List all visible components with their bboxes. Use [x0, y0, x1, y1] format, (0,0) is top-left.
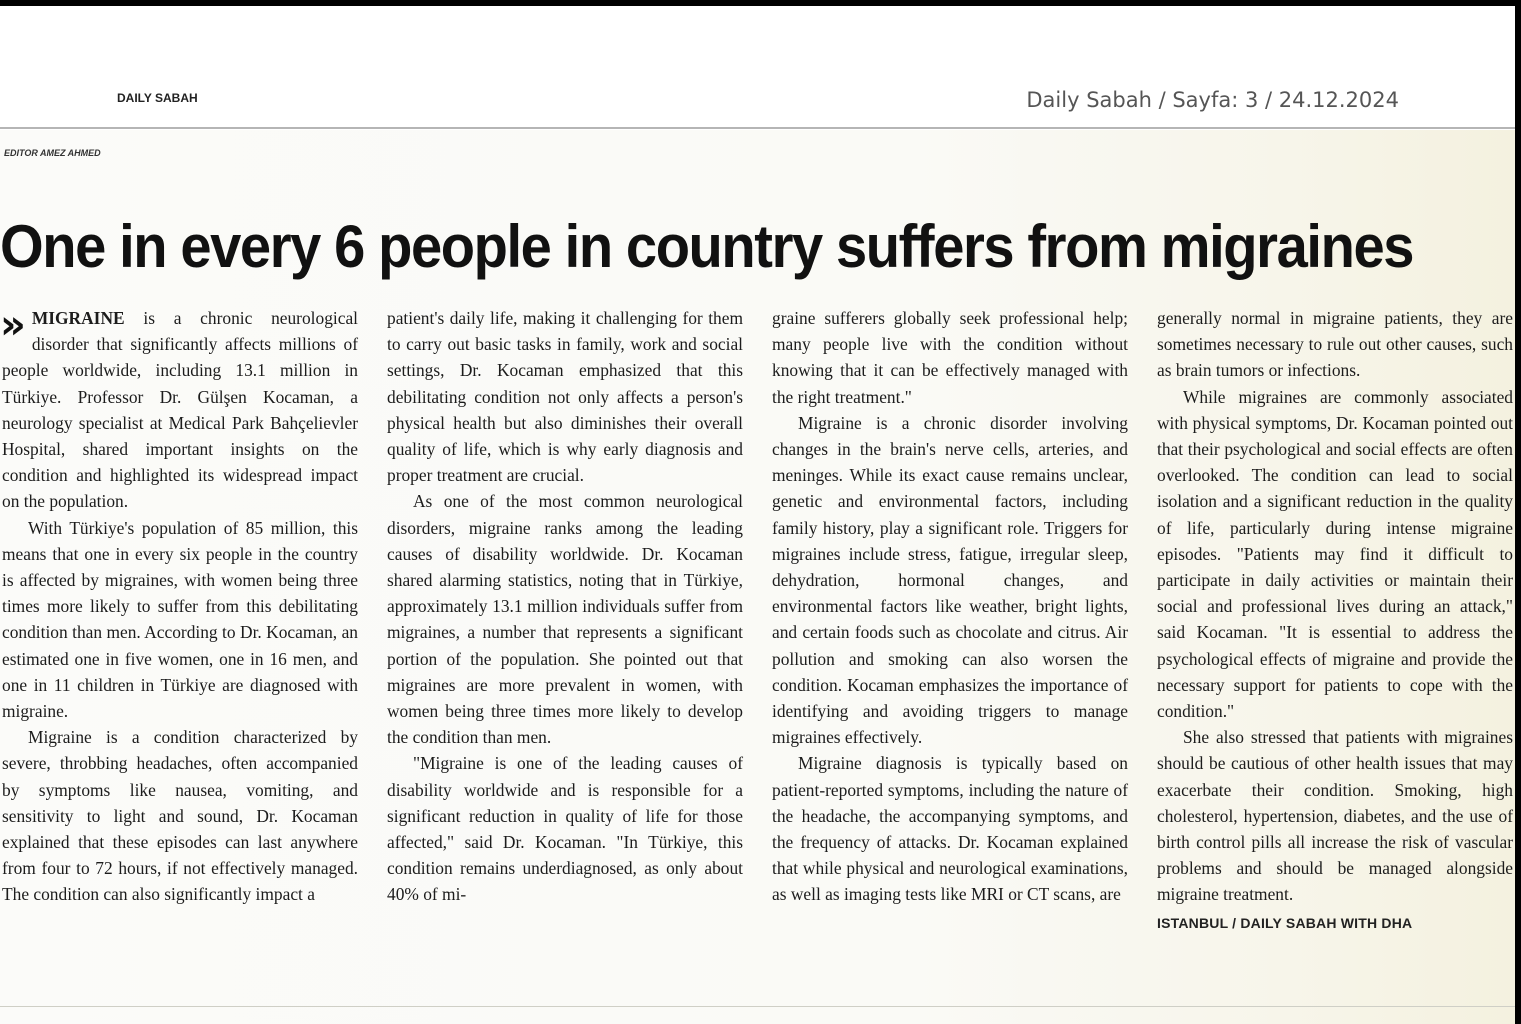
paragraph: generally normal in migraine patients, they are sometimes necessary to rule out other causes, such as brain tumors or infections.: [1157, 308, 1513, 381]
lead-word: MIGRAINE: [31, 308, 125, 328]
paragraph: With Türkiye's population of 85 million, this means that one in every six people in the country is affected by migraines, with women being three times more likely to suffer from this debilitating condition than men. According to Dr. Kocaman, an estimated one in five women, one in 16 men, and one in 11 children in Türkiye are diagnosed with migraine.: [2, 517, 358, 722]
right-border: [1515, 0, 1521, 1024]
paragraph: Migraine is a chronic disorder involving changes in the brain's nerve cells, arteries, and meninges. While its exact cause remains unclear, genetic and environmental factors, including family history, play a significant role. Triggers for migraines include stress, fatigue, irregular sleep, dehydration, hormonal changes, and environmental factors like weather, bright lights, and certain foods such as chocolate and citrus. Air pollution and smoking can also worsen the condition. Kocaman emphasizes the importance of identifying and avoiding triggers to manage migraines effectively.: [772, 412, 1128, 748]
paragraph-text: is a chronic neurological disorder that significantly affects millions of people worldwide, including 13.1 million in Türkiye. Professor Dr. Gülşen Kocaman, a neurology specialist at Medical Park Bahçelievler Hospital, shared important insights on the condition and highlighted its widespread impact on the population.: [2, 308, 358, 512]
header-divider: [0, 127, 1515, 129]
article-column-3: [772, 305, 1128, 908]
article-column-2: [387, 305, 743, 908]
footer-divider: [0, 1006, 1515, 1007]
paragraph: "Migraine is one of the leading causes of disability worldwide and is responsible for a significant reduction in quality of life for those affected," said Dr. Kocaman. "In Türkiye, this condition remains underdiagnosed, as only about 40% of mi-: [387, 753, 743, 905]
paragraph: graine sufferers globally seek professional help; many people live with the condition without knowing that it can be effectively managed with the right treatment.": [772, 308, 1128, 407]
paragraph: [0, 302, 358, 515]
editor-credit: EDITOR AMEZ AHMED: [4, 148, 101, 158]
article-column-4: [1157, 305, 1513, 936]
paragraph: Migraine is a condition characterized by severe, throbbing headaches, often accompanied by symptoms like nausea, vomiting, and sensitivity to light and sound, Dr. Kocaman explained that these episodes can last anywhere from four to 72 hours, if not effectively managed. The condition can also significantly impact a: [2, 727, 358, 905]
paragraph: Migraine diagnosis is typically based on patient-reported symptoms, including the nature of the headache, the accompanying symptoms, and the frequency of attacks. Dr. Kocaman explained that while physical and neurological examinations, as well as imaging tests like MRI or CT scans, are: [772, 753, 1128, 905]
byline: ISTANBUL / DAILY SABAH WITH DHA: [1157, 914, 1413, 931]
chevron-right-icon: »: [0, 302, 26, 348]
article-body: [0, 302, 1514, 985]
paragraph: As one of the most common neurological disorders, migraine ranks among the leading causes of disability worldwide. Dr. Kocaman shared alarming statistics, noting that in Türkiye, approximately 13.1 million individuals suffer from migraines, a number that represents a significant portion of the population. She pointed out that migraines are more prevalent in women, with women being three times more likely to develop the condition than men.: [387, 491, 743, 748]
source-line: Daily Sabah / Sayfa: 3 / 24.12.2024: [1026, 88, 1399, 112]
article-column-1: [0, 302, 358, 908]
paragraph: She also stressed that patients with migraines should be cautious of other health issues that may exacerbate their condition. Smoking, high cholesterol, hypertension, diabetes, and the use of birth control pills all increase the risk of vascular problems and should be managed alongside migraine treatment.: [1157, 727, 1513, 905]
headline: One in every 6 people in country suffers from migraines: [0, 213, 1414, 280]
paragraph: patient's daily life, making it challenging for them to carry out basic tasks in family, work and social settings, Dr. Kocaman emphasized that this debilitating condition not only affects a person's physical health but also diminishes their overall quality of life, which is why early diagnosis and proper treatment are crucial.: [387, 308, 743, 486]
paragraph: While migraines are commonly associated with physical symptoms, Dr. Kocaman pointed out that their psychological and social effects are often overlooked. The condition can lead to social isolation and a significant reduction in the quality of life, particularly during intense migraine episodes. "Patients may find it difficult to participate in daily activities or maintain their social and professional lives during an attack," said Kocaman. "It is essential to address the psychological effects of migraine and provide the necessary support for patients to cope with the condition.": [1157, 386, 1513, 722]
masthead-logo: DAILY SABAH: [117, 91, 198, 105]
top-border: [0, 0, 1521, 6]
